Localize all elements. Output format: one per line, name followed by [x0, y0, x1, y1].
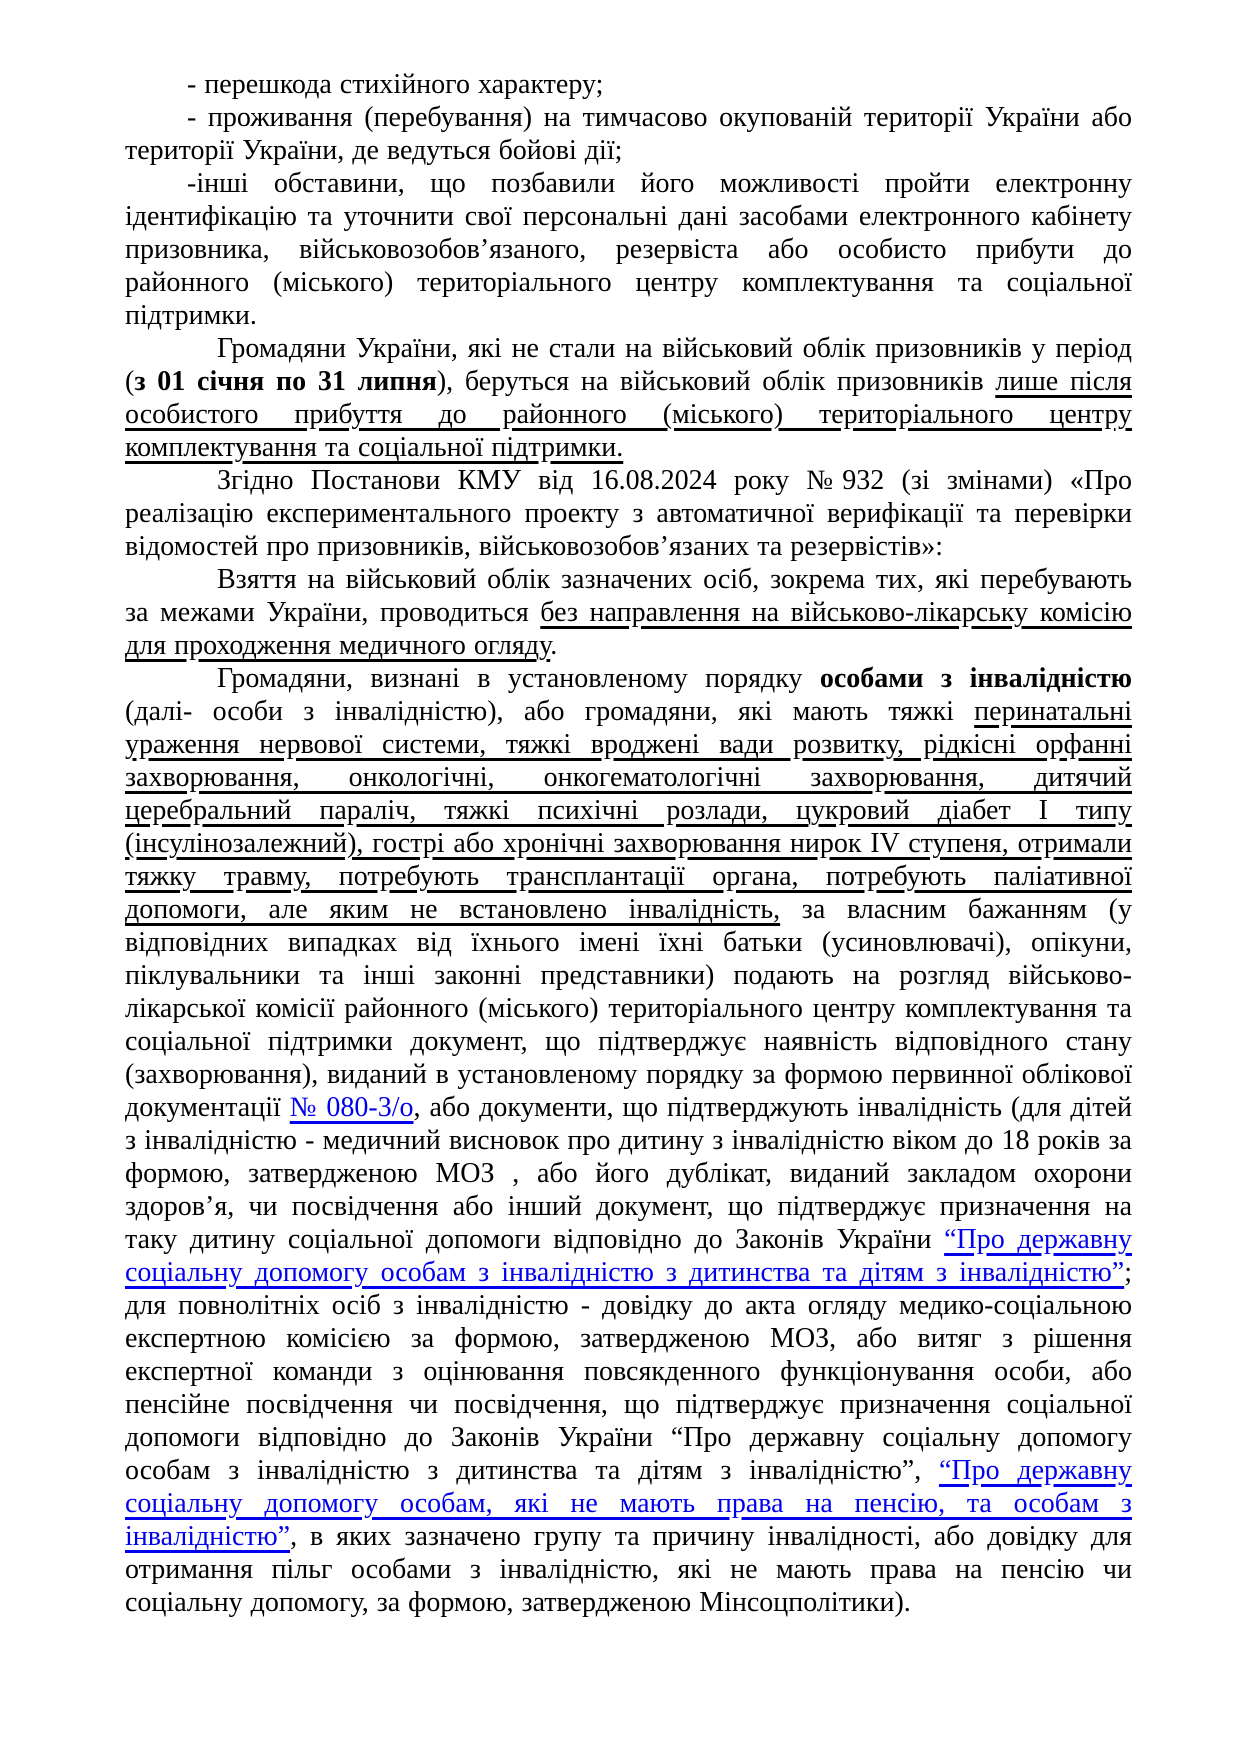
link-law-social-assistance-disabled-childhood[interactable]: “Про державну соціальну допомогу особам з інвалідністю з дитинства та дітям з інвалідністю” [125, 1224, 1133, 1288]
text-run: особами з інвалідністю [819, 663, 1133, 694]
text-run: за власним бажанням (у відповідних випадках від їхнього імені їхні батьки (усиновлювачі), опікуни, піклувальники та інші законні представники) подають на розгляд військово-лікарської комісії районного (міського) територіального центру комплектування та соціальної підтримки документ, що підтверджує наявність відповідного стану (захворювання), виданий в установленому порядку за формою первинної облікової документації [125, 894, 1132, 1123]
link-form-080-3o[interactable]: № 080-3/о [289, 1092, 414, 1123]
text-run: Громадяни України, які не стали на військовий облік призовників у період ( [125, 333, 1132, 397]
text-run: , в яких зазначено групу та причину інвалідності, або довідку для отримання пільг особами з інвалідністю, які не мають права на пенсію чи соціальну допомогу, за формою, затвердженою Мінсоцполітики). [125, 1521, 1132, 1618]
text-run: лише після особистого прибуття до районного (міського) територіального центру комплектування та соціальної підтримки. [125, 366, 1132, 463]
document-body [125, 68, 1132, 1619]
text-run: Громадяни, визнані в установленому порядку [217, 663, 820, 694]
dash-item-occupied-territory [125, 101, 1132, 167]
text-run: (далі- особи з інвалідністю), або громадяни, які мають тяжкі [125, 696, 975, 727]
text-run: Взяття на військовий облік зазначених осіб, зокрема тих, які перебувають за межами України, проводиться [125, 564, 1132, 628]
text-run: з 01 січня по 31 липня [134, 366, 437, 397]
text-run: , або документи, що підтверджують інвалідність (для дітей з інвалідністю - медичний висновок про дитину з інвалідністю віком до 18 років за формою, затвердженою МОЗ , або його дублікат, виданий закладом охорони здоров’я, чи посвідчення або інший документ, що підтверджує призначення на таку дитину соціальної допомоги відповідно до Законів України [125, 1092, 1132, 1255]
para-military-registration-period [125, 332, 1132, 464]
para-registration-without-vlk [125, 563, 1132, 662]
link-law-social-assistance-no-pension[interactable]: “Про державну соціальну допомогу особам, які не мають права на пенсію, та особам з інвалідністю” [125, 1455, 1132, 1552]
para-kmu-resolution-932 [125, 464, 1132, 563]
para-persons-with-disability [125, 662, 1132, 1619]
text-run: - перешкода стихійного характеру; [187, 69, 604, 100]
text-run: -інші обставини, що позбавили його можливості пройти електронну ідентифікацію та уточнити свої персональні дані засобами електронного кабінету призовника, військовозобов’язаного, резервіста або особисто прибути до районного (міського) територіального центру комплектування та соціальної підтримки. [125, 168, 1132, 331]
dash-item-natural-obstacle [125, 68, 1132, 101]
text-run: . [550, 630, 558, 661]
text-run: ), беруться на військовий облік призовників [436, 366, 996, 397]
dash-item-other-circumstances [125, 167, 1132, 332]
text-run: - проживання (перебування) на тимчасово окупованій території України або території України, де ведуться бойові дії; [125, 102, 1132, 166]
text-run: перинатальні ураження нервової системи, тяжкі вроджені вади розвитку, рідкісні орфанні захворювання, онкологічні, онкогематологічні захворювання, дитячий церебральний параліч, тяжкі психічні розлади, цукровий діабет І типу (інсулінозалежний), гострі або хронічні захворювання нирок IV ступеня, отримали тяжку травму, потребують трансплантації органа, потребують паліативної допомоги, але яким не встановлено інвалідність, [125, 696, 1132, 925]
text-run: Згідно Постанови КМУ від 16.08.2024 року №932 (зі змінами) «Про реалізацію експериментального проекту з автоматичної верифікації та перевірки відомостей про призовників, військовозобов’язаних та резервістів»: [125, 465, 1132, 562]
text-run: ; для повнолітніх осіб з інвалідністю - довідку до акта огляду медико-соціальною експертною комісією за формою, затвердженою МОЗ, або витяг з рішення експертної команди з оцінювання повсякденного функціонування особи, або пенсійне посвідчення чи посвідчення, що підтверджує призначення соціальної допомоги відповідно до Законів України “Про державну соціальну допомогу особам з інвалідністю з дитинства та дітям з інвалідністю”, [125, 1257, 1132, 1486]
text-run: без направлення на військово-лікарську комісію для проходження медичного огляду [125, 597, 1132, 661]
